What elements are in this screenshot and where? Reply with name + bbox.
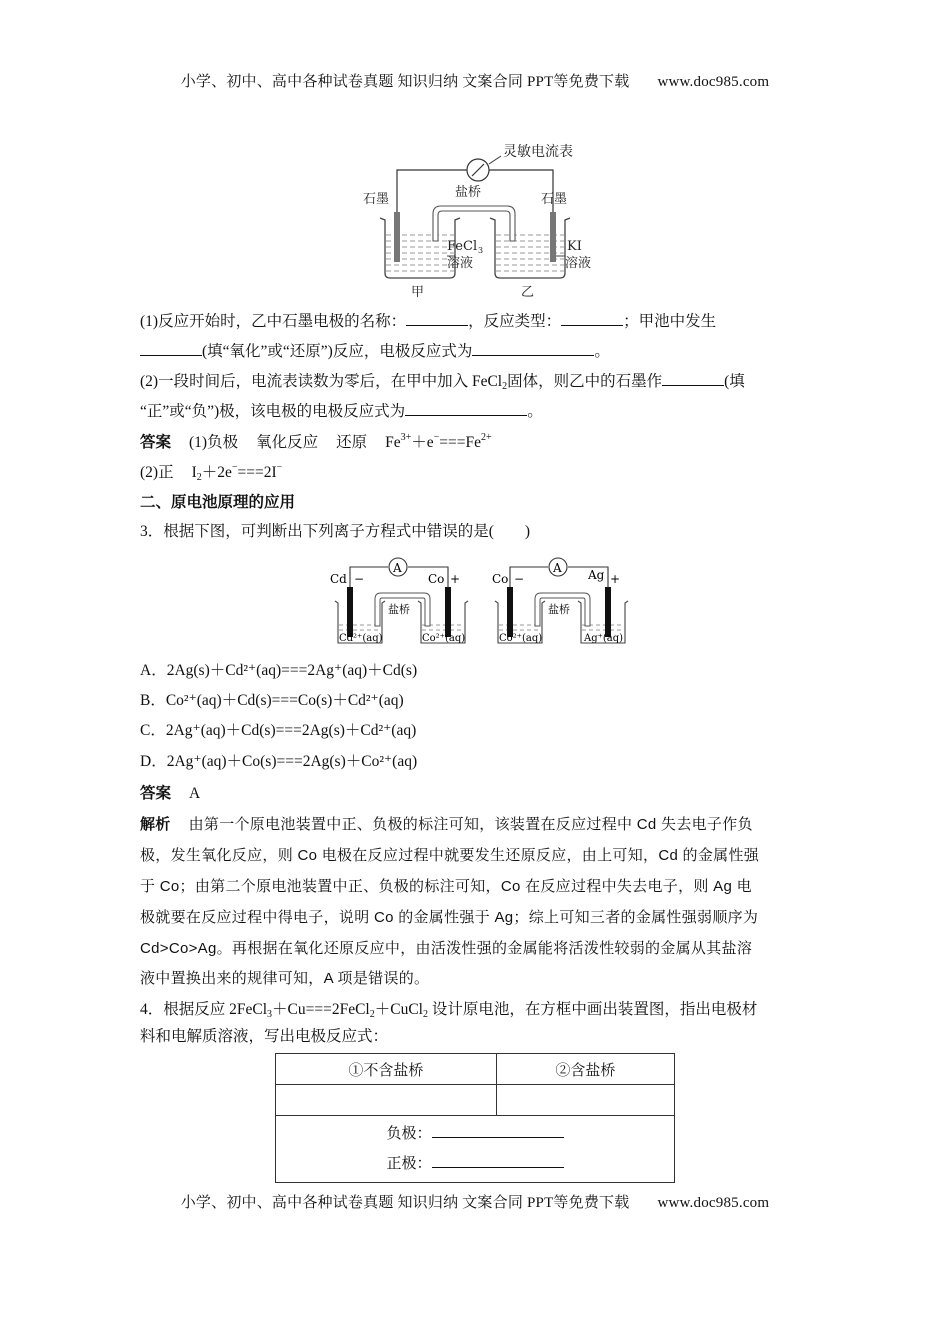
answer-blank[interactable] bbox=[662, 369, 724, 386]
q2-part1-line1: (1)反应开始时，乙中石墨电极的名称： ，反应类型： ；甲池中发生 bbox=[140, 309, 820, 333]
drawing-cell-no-salt-bridge[interactable] bbox=[276, 1085, 497, 1116]
q2-answer-line2: (2)正 $I_2+2e^-===2I^-$ bbox=[140, 462, 283, 483]
svg-text:−: − bbox=[354, 572, 365, 586]
footer-url: www.doc985.com bbox=[657, 1195, 770, 1211]
answer-blank[interactable] bbox=[405, 399, 527, 416]
explanation-line-4: 极就要在反应过程中得电子，说明 Co 的金属性强于 Ag；综上可知三者的金属性强弱顺序为 bbox=[140, 909, 759, 926]
svg-text:盐桥: 盐桥 bbox=[455, 185, 482, 200]
electrode-reactions-cell: 负极： 正极： bbox=[276, 1116, 675, 1183]
q4-stem-line1: 4．根据反应 2FeCl$_3$＋Cu===2FeCl$_2$＋CuCl$_2$ 设计原电池，在方框中画出装置图，指出电极材 bbox=[140, 1001, 758, 1020]
option-c[interactable]: C．2Ag⁺(aq)＋Cd(s)===2Ag(s)＋Cd²⁺(aq) bbox=[140, 722, 417, 739]
svg-text:+: + bbox=[610, 572, 621, 586]
explanation-line-6: 液中置换出来的规律可知，A 项是错误的。 bbox=[140, 970, 430, 987]
answer-label: 答案 bbox=[140, 434, 172, 451]
svg-text:FeCl: FeCl bbox=[447, 239, 478, 254]
explanation-line-3: 于 Co；由第二个原电池装置中正、负极的标注可知，Co 在反应过程中失去电子，则 Ag 电 bbox=[140, 878, 752, 895]
svg-text:乙: 乙 bbox=[521, 285, 535, 300]
q3-stem: 3．根据下图，可判断出下列离子方程式中错误的是( ) bbox=[140, 523, 531, 540]
q2-part2-line2: “正”或“负”)极，该电极的电极反应式为 。 bbox=[140, 399, 820, 423]
svg-text:Cd: Cd bbox=[330, 572, 347, 586]
q4-answer-table bbox=[275, 1053, 675, 1183]
answer-blank[interactable] bbox=[472, 339, 594, 356]
svg-text:A: A bbox=[553, 561, 562, 575]
page-footer bbox=[0, 1191, 950, 1212]
column-header-with-salt-bridge: ②含盐桥 bbox=[496, 1054, 674, 1085]
svg-text:Cd²⁺(aq): Cd²⁺(aq) bbox=[339, 633, 383, 644]
svg-text:A: A bbox=[393, 561, 402, 575]
explanation-line-1: 解析 由第一个原电池装置中正、负极的标注可知，该装置在反应过程中 Cd 失去电子作负 bbox=[140, 816, 753, 833]
section-title: 二、原电池原理的应用 bbox=[140, 494, 296, 511]
svg-text:3: 3 bbox=[478, 246, 484, 255]
q2-part2-line1: (2)一段时间后，电流表读数为零后，在甲中加入 FeCl$_2$固体，则乙中的石墨作 (填 bbox=[140, 369, 820, 393]
option-b[interactable]: B．Co²⁺(aq)＋Cd(s)===Co(s)＋Cd²⁺(aq) bbox=[140, 692, 404, 709]
svg-text:石墨: 石墨 bbox=[363, 192, 390, 207]
explanation-line-5: Cd>Co>Ag。再根据在氧化还原反应中，由活泼性强的金属能将活泼性较弱的金属从其盐溶 bbox=[140, 940, 753, 957]
svg-text:盐桥: 盐桥 bbox=[388, 603, 410, 616]
header-url: www.doc985.com bbox=[657, 74, 770, 90]
galvanic-cell-co-ag-diagram bbox=[490, 553, 640, 648]
drawing-cell-with-salt-bridge[interactable] bbox=[496, 1085, 674, 1116]
negative-electrode-blank[interactable] bbox=[432, 1121, 564, 1138]
answer-blank[interactable] bbox=[140, 339, 202, 356]
galvanic-cell-cd-co-diagram bbox=[330, 553, 480, 648]
svg-text:溶液: 溶液 bbox=[565, 256, 592, 271]
svg-text:Ag⁺(aq): Ag⁺(aq) bbox=[584, 633, 624, 644]
svg-text:溶液: 溶液 bbox=[447, 256, 474, 271]
svg-text:+: + bbox=[450, 572, 461, 586]
option-a[interactable]: A．2Ag(s)＋Cd²⁺(aq)===2Ag⁺(aq)＋Cd(s) bbox=[140, 662, 418, 679]
answer-blank[interactable] bbox=[406, 309, 468, 326]
galvanic-cell-diagram-1 bbox=[355, 138, 600, 303]
q4-stem-line2: 料和电解质溶液，写出电极反应式： bbox=[140, 1028, 389, 1045]
svg-text:石墨: 石墨 bbox=[541, 192, 568, 207]
header-text: 小学、初中、高中各种试卷真题 知识归纳 文案合同 PPT等免费下载 bbox=[180, 74, 630, 90]
q2-answer-line1: 答案 (1)负极 氧化反应 还原 $Fe^{3+}+e^-===Fe^{2+}$ bbox=[140, 432, 492, 451]
svg-text:Co²⁺(aq): Co²⁺(aq) bbox=[499, 633, 543, 644]
page-header bbox=[0, 70, 950, 91]
q2-part1-line2: (填“氧化”或“还原”)反应，电极反应式为 。 bbox=[140, 339, 820, 363]
svg-text:甲: 甲 bbox=[411, 285, 425, 300]
meter-label: 灵敏电流表 bbox=[503, 144, 573, 160]
svg-text:KI: KI bbox=[567, 239, 582, 254]
svg-text:Co: Co bbox=[428, 572, 445, 586]
option-d[interactable]: D．2Ag⁺(aq)＋Co(s)===2Ag(s)＋Co²⁺(aq) bbox=[140, 753, 418, 770]
svg-text:Co: Co bbox=[492, 572, 509, 586]
svg-text:−: − bbox=[514, 572, 525, 586]
svg-text:Co²⁺(aq): Co²⁺(aq) bbox=[422, 633, 466, 644]
svg-text:Ag: Ag bbox=[588, 568, 605, 582]
answer-blank[interactable] bbox=[561, 309, 623, 326]
q3-answer: 答案 A bbox=[140, 785, 201, 802]
column-header-no-salt-bridge: ①不含盐桥 bbox=[276, 1054, 497, 1085]
footer-text: 小学、初中、高中各种试卷真题 知识归纳 文案合同 PPT等免费下载 bbox=[180, 1195, 630, 1211]
positive-electrode-blank[interactable] bbox=[432, 1151, 564, 1168]
svg-text:盐桥: 盐桥 bbox=[548, 603, 570, 616]
explanation-line-2: 极，发生氧化反应，则 Co 电极在反应过程中就要发生还原反应，由上可知，Cd 的金属性强 bbox=[140, 847, 760, 864]
